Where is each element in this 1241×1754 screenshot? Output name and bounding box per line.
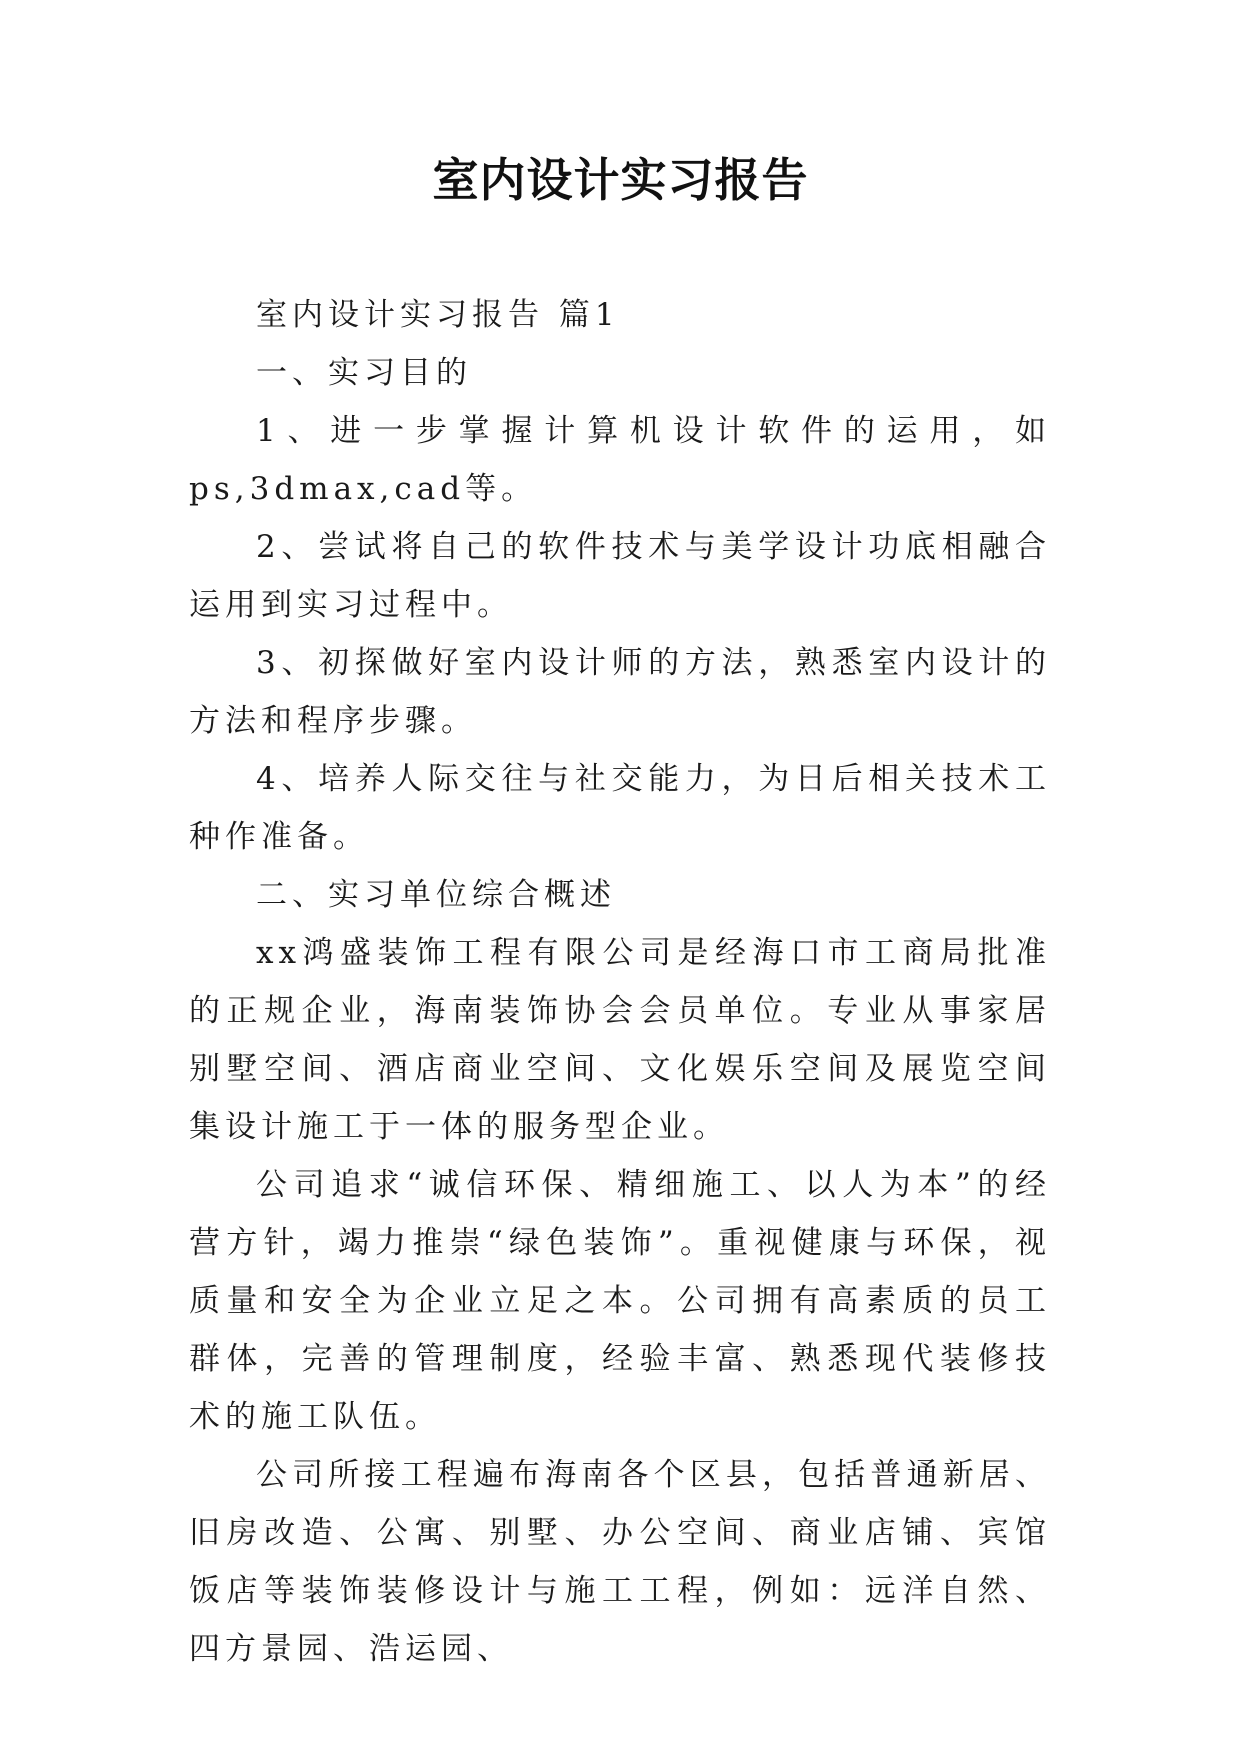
paragraph: 4、培养人际交往与社交能力，为日后相关技术工种作准备。 bbox=[189, 761, 1051, 855]
paragraph: 1、进一步掌握计算机设计软件的运用，如ps,3dmax,cad等。 bbox=[189, 413, 1051, 507]
section-heading: 二、实习单位综合概述 bbox=[256, 877, 616, 913]
document-title: 室内设计实习报告 bbox=[432, 153, 809, 207]
paragraph: 2、尝试将自己的软件技术与美学设计功底相融合运用到实习过程中。 bbox=[189, 529, 1051, 623]
section-heading: 一、实习目的 bbox=[256, 355, 472, 391]
paragraph: 公司所接工程遍布海南各个区县，包括普通新居、旧房改造、公寓、别墅、办公空间、商业店铺、宾馆饭店等装饰装修设计与施工工程，例如：远洋自然、四方景园、浩运园、 bbox=[189, 1457, 1051, 1667]
paragraph: 3、初探做好室内设计师的方法，熟悉室内设计的方法和程序步骤。 bbox=[189, 645, 1051, 739]
section-heading: 室内设计实习报告 篇1 bbox=[256, 297, 620, 333]
paragraph: xx鸿盛装饰工程有限公司是经海口市工商局批准的正规企业，海南装饰协会会员单位。专业从事家居别墅空间、酒店商业空间、文化娱乐空间及展览空间集设计施工于一体的服务型企业。 bbox=[189, 935, 1051, 1145]
document-body bbox=[189, 286, 1051, 1678]
paragraph: 公司追求“诚信环保、精细施工、以人为本”的经营方针，竭力推崇“绿色装饰”。重视健康与环保，视质量和安全为企业立足之本。公司拥有高素质的员工群体，完善的管理制度，经验丰富、熟悉现代装修技术的施工队伍。 bbox=[189, 1167, 1051, 1435]
